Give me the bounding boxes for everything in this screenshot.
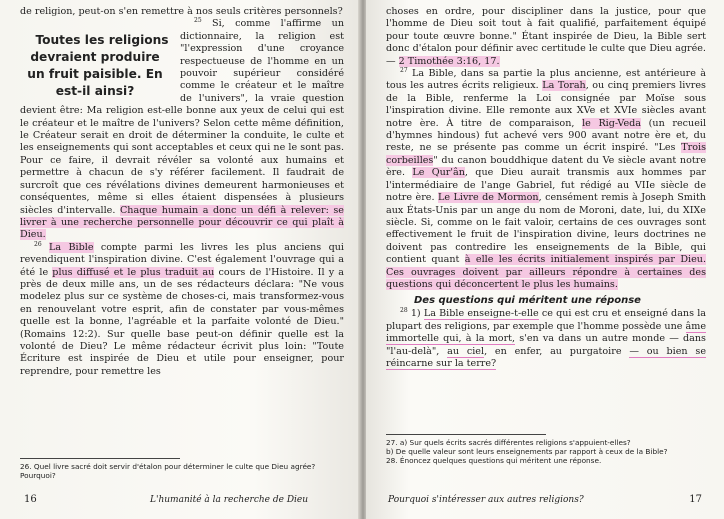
footnote-28: 28. Énoncez quelques questions qui méritent une réponse.	[386, 456, 602, 466]
text: 1)	[407, 308, 424, 320]
paragraph-number: 25	[194, 17, 202, 25]
paragraph-number: 26	[34, 240, 42, 248]
highlight: Le Qur'ân	[412, 167, 465, 179]
text: , ou cinq premiers livres de la Bible, renferme la Loi consignée par Moïse sous l'inspiration divine. Elle remonte aux XVe et XVIe siècles avant notre ère. À titre de comparaison,	[386, 80, 706, 129]
highlight: Chaque humain a donc un défi à relever: se livrer à une recherche personnelle pour découvrir ce qui plaît à Dieu.	[20, 204, 344, 241]
footnote-27b: b) De quelle valeur sont leurs enseignements par rapport à ceux de la Bible?	[386, 447, 668, 457]
text: compte parmi les livres les plus anciens qui revendiquent l'inspiration divine. C'est également l'ouvrage qui a été le	[20, 241, 344, 278]
paragraph-27	[386, 68, 706, 291]
footnote-rule	[20, 458, 180, 459]
footnote-rule	[386, 434, 546, 435]
underline: La Bible enseigne-t-elle	[423, 308, 539, 320]
text: La Bible, dans sa partie la plus ancienne, est antérieure à tous les autres écrits religieux.	[386, 68, 706, 92]
text: cours de l'Histoire. Il y a près de deux mille ans, un de ses rédacteurs déclara: "Ne vous modelez plus sur ce système de choses-ci, mais transformez-vous en renouvelant votre esprit, afin de constater par vous-mêmes quelle est la bonne, l'agréable et la parfaite volonté de Dieu." (Romains 12:2). Sur quelle base peut-on définir quelle est la volonté de Dieu? Le même rédacteur écrivit plus loin: "Toute Écriture est inspirée de Dieu et utile pour enseigner, pour reprendre, pour remettre les	[20, 266, 345, 377]
footnote-27a: 27. a) Sur quels écrits sacrés différentes religions s'appuient-elles?	[386, 438, 631, 447]
paragraph-cont	[386, 6, 706, 68]
paragraph-number: 27	[400, 66, 408, 74]
text: ce qui est cru et enseigné dans la plupart des religions, par exemple que l'homme possède une	[386, 308, 706, 332]
right-page	[366, 0, 724, 519]
question-box: Toutes les religions devraient produire un fruit paisible. En est-il ainsi?	[27, 33, 169, 99]
highlight: plus diffusé et le plus traduit au	[52, 266, 215, 278]
text: , que Dieu aurait transmis aux hommes par l'intermédiaire de l'ange Gabriel, fut rédigé au VIIe siècle de notre ère.	[386, 167, 706, 204]
running-footer: Pourquoi s'intéresser aux autres religions?	[388, 495, 584, 505]
underline: — ou bien se réincarne sur la terre?	[386, 345, 707, 369]
page-number: 17	[689, 494, 702, 505]
text: choses en ordre, pour discipliner dans la justice, pour que l'homme de Dieu soit tout à fait qualifié, parfaitement équipé pour toute œuvre bonne." Étant inspirée de Dieu, la Bible sert donc d'étalon pour définir avec certitude le culte que Dieu agrée. —	[386, 6, 706, 67]
highlight: le Rig-Veda	[582, 117, 642, 129]
footnotes	[386, 428, 706, 466]
paragraph-number: 28	[400, 307, 408, 315]
paragraph-25	[20, 18, 344, 241]
highlight: 2 Timothée 3:16, 17.	[398, 55, 500, 67]
highlight: La Torah	[542, 80, 586, 92]
highlight: Le Livre de Mormon	[438, 192, 539, 204]
highlight: à elle les écrits initialement inspirés par Dieu. Ces ouvrages doivent par ailleurs répondre à certaines des questions qui déconcertent le plus les humains.	[386, 254, 706, 290]
highlight: La Bible	[49, 241, 94, 253]
section-heading: Des questions qui méritent une réponse	[414, 295, 641, 307]
paragraph-26	[20, 242, 344, 378]
text: Si, comme l'affirme un dictionnaire, la religion est "l'expression d'une croyance respectueuse de l'homme en un pouvoir supérieur considéré comme le créateur et le maître de l'univers", la vraie question devient être: Ma religion est-elle bonne aux yeux de celui qui est le créateur et le maître de l'univers? Selon cette même définition, le Créateur serait en droit de déterminer la conduite, le culte et les enseignements qui sont acceptables et ceux qui ne le sont pas. Pour ce faire, il devrait révéler sa volonté aux humains et permettre à chacun de s'y référer facilement. Il faudrait de surcroît que ces révélations divines demeurent harmonieuses et conséquentes, même si elles étaient dispensées à plusieurs siècles d'intervalle.	[20, 18, 344, 216]
text: , censément remis à Joseph Smith aux États-Unis par un ange du nom de Moroni, date, lui, du XIXe siècle. Si, comme on le fait valoir, certains de ces ouvrages sont effectivement le fruit de l'inspiration divine, leurs doctrines ne doivent pas contredire les enseignements de la Bible, qui contient quant	[386, 192, 706, 266]
paragraph-cont	[20, 6, 344, 18]
text: s'en va dans un autre monde — dans "l'au-delà",	[386, 333, 706, 357]
text: " du canon bouddhique datent du Ve siècle avant notre ère.	[386, 154, 706, 179]
text: (un recueil d'hymnes hindous) fut achevé vers 900 avant notre ère et, du reste, ne se présente pas comme un écrit inspiré. "Les	[386, 117, 707, 154]
paragraph-28	[386, 308, 706, 370]
text: de religion, peut-on s'en remettre à nos seuls critères personnels?	[20, 6, 343, 17]
text: , en enfer, au purgatoire	[484, 345, 630, 357]
footnotes	[20, 452, 342, 480]
underline: au ciel	[447, 345, 485, 357]
underline: âme immortelle qui, à la mort,	[386, 320, 706, 345]
footnote-26: 26. Quel livre sacré doit servir d'étalon pour déterminer le culte que Dieu agrée? Pourquoi?	[20, 462, 316, 481]
running-footer: L'humanité à la recherche de Dieu	[150, 495, 309, 505]
page-number: 16	[24, 494, 37, 505]
highlight: Trois corbeilles	[386, 142, 706, 166]
